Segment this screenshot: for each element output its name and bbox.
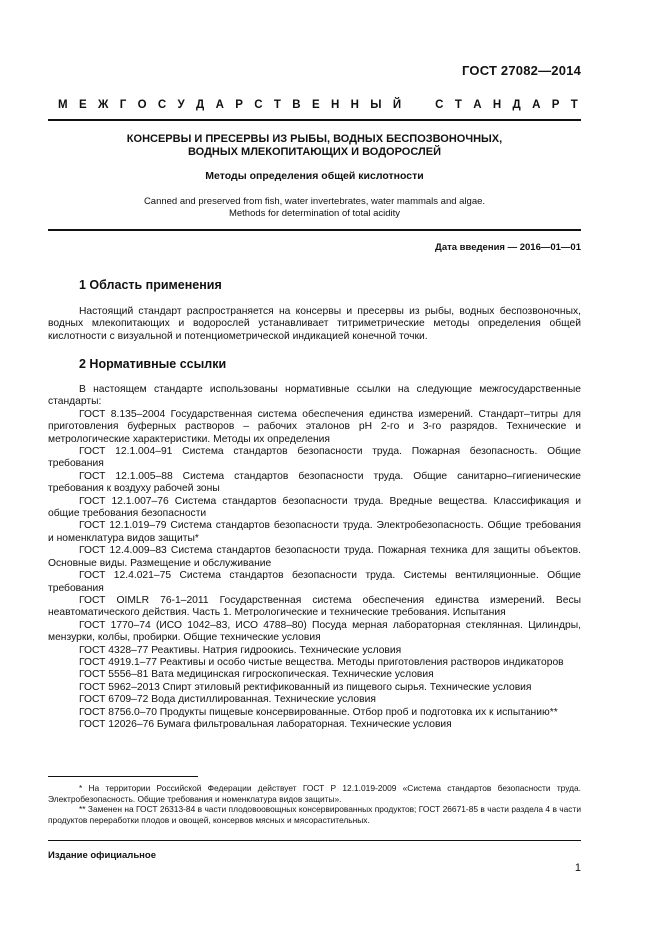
banner-letter: А bbox=[473, 99, 482, 111]
normative-references-list bbox=[48, 384, 581, 731]
banner-letter: Н bbox=[330, 99, 340, 111]
section-1-heading: 1 Область применения bbox=[79, 278, 222, 292]
banner-letter: Р bbox=[235, 99, 243, 111]
page-number: 1 bbox=[574, 862, 581, 874]
banner-letter: Г bbox=[119, 99, 127, 111]
footnote-separator bbox=[48, 776, 198, 777]
banner-letter: Й bbox=[392, 99, 402, 111]
banner-letter: А bbox=[215, 99, 224, 111]
reference-item: ГОСТ 12.1.005–88 Система стандартов безопасности труда. Общие санитарно–гигиенические требования к воздуху рабочей зоны bbox=[48, 470, 581, 495]
banner-letter: Ы bbox=[370, 99, 382, 111]
document-subtitle: Методы определения общей кислотности bbox=[205, 170, 424, 182]
official-edition-label: Издание официальное bbox=[48, 850, 156, 861]
reference-item: ГОСТ 12.1.004–91 Система стандартов безопасности труда. Пожарная безопасность. Общие требования bbox=[48, 446, 581, 470]
reference-item: ГОСТ 8.135–2004 Государственная система обеспечения единства измерений. Стандарт–титры для приготовления буферных растворов – рабочих эталонов pH 2-го и 3-го разрядов. Технические и метрологические характеристики. Методы их определения bbox=[48, 408, 581, 445]
reference-item: ГОСТ 12.4.009–83 Система стандартов безопасности труда. Пожарная техника для защиты объектов. Основные виды. Размещение и обслуживание bbox=[48, 545, 581, 569]
banner-letter: Н bbox=[492, 99, 502, 111]
banner-letter: С bbox=[254, 99, 263, 111]
reference-item: В настоящем стандарте использованы нормативные ссылки на следующие межгосударственные стандарты: bbox=[48, 384, 581, 408]
english-title bbox=[48, 196, 581, 220]
section-2-heading: 2 Нормативные ссылки bbox=[79, 357, 227, 371]
reference-item: ГОСТ OIMLR 76-1–2011 Государственная система обеспечения единства измерений. Весы неавтоматического действия. Часть 1. Метрологические и технические требования. Испытания bbox=[48, 594, 581, 619]
banner-letter: Е bbox=[78, 99, 87, 111]
reference-item: ГОСТ 5962–2013 Спирт этиловый ректификованный из пищевого сырья. Технические условия bbox=[79, 681, 532, 693]
footnote-2: ** Заменен на ГОСТ 26313-84 в части плодовоовощных консервированных продуктов; ГОСТ 26671-85 в части раздела 4 в части продуктов переработки плодов и овощей, консервов мясных и мясорастительных. bbox=[48, 804, 581, 825]
banner-letter: Т bbox=[273, 99, 281, 111]
title-line-2: ВОДНЫХ МЛЕКОПИТАЮЩИХ И ВОДОРОСЛЕЙ bbox=[188, 146, 441, 158]
title-bottom-rule bbox=[48, 229, 581, 231]
banner-letter: С bbox=[435, 99, 444, 111]
english-title-line-2: Methods for determination of total acidity bbox=[228, 208, 401, 219]
banner-letter: Ж bbox=[97, 99, 109, 111]
banner-letter: С bbox=[157, 99, 167, 111]
reference-item: ГОСТ 4328–77 Реактивы. Натрия гидроокись. Технические условия bbox=[79, 644, 402, 656]
banner-letter: М bbox=[58, 99, 68, 111]
reference-item: ГОСТ 12026–76 Бумага фильтровальная лабораторная. Технические условия bbox=[79, 718, 452, 730]
footer-rule bbox=[48, 840, 581, 841]
banner-letter: Е bbox=[311, 99, 320, 111]
banner-letter: Н bbox=[350, 99, 359, 111]
document-title bbox=[48, 133, 581, 159]
footnotes bbox=[48, 783, 581, 825]
banner-letter: В bbox=[292, 99, 301, 111]
banner-letter: А bbox=[532, 99, 541, 111]
reference-item: ГОСТ 12.1.019–79 Система стандартов безопасности труда. Электробезопасность. Общие требования и номенклатура видов защиты* bbox=[48, 520, 581, 544]
reference-item: ГОСТ 1770–74 (ИСО 1042–83, ИСО 4788–80) Посуда мерная лабораторная стеклянная. Цилиндры, мензурки, колбы, пробирки. Общие технические условия bbox=[48, 619, 581, 644]
banner-letter: Р bbox=[551, 99, 560, 111]
standard-number: ГОСТ 27082—2014 bbox=[462, 63, 581, 78]
banner-letter: Д bbox=[196, 99, 205, 111]
reference-item: ГОСТ 5556–81 Вата медицинская гигроскопическая. Технические условия bbox=[79, 669, 434, 681]
reference-item: ГОСТ 12.1.007–76 Система стандартов безопасности труда. Вредные вещества. Классификация и общие требования безопасности bbox=[48, 495, 581, 520]
top-rule bbox=[48, 119, 581, 121]
english-title-line-1: Canned and preserved from fish, water invertebrates, water mammals and algae. bbox=[143, 196, 486, 207]
banner-letter: О bbox=[137, 99, 147, 111]
reference-item: ГОСТ 6709–72 Вода дистиллированная. Технические условия bbox=[79, 694, 376, 706]
reference-item: ГОСТ 4919.1–77 Реактивы и особо чистые вещества. Методы приготовления растворов индикаторов bbox=[79, 656, 564, 668]
reference-item: ГОСТ 12.4.021–75 Система стандартов безопасности труда. Системы вентиляционные. Общие требования bbox=[48, 570, 581, 594]
introduction-date: Дата введения — 2016—01—01 bbox=[435, 242, 581, 253]
banner-letter: Д bbox=[512, 99, 521, 111]
banner-letter: Т bbox=[570, 99, 578, 111]
footnote-1: * На территории Российской Федерации действует ГОСТ Р 12.1.019-2009 «Система стандартов безопасности труда. Электробезопасность. Общие требования и номенклатура видов защиты». bbox=[48, 783, 581, 804]
interstate-standard-banner bbox=[58, 99, 578, 111]
banner-letter: Т bbox=[454, 99, 462, 111]
title-line-1: КОНСЕРВЫ И ПРЕСЕРВЫ ИЗ РЫБЫ, ВОДНЫХ БЕСПОЗВОНОЧНЫХ, bbox=[126, 133, 503, 145]
banner-letter: У bbox=[177, 99, 185, 111]
section-1-text: Настоящий стандарт распространяется на консервы и пресервы из рыбы, водных беспозвоночных, водных млекопитающих и водорослей устанавливает титриметрические методы определения общей кислотности с визуальной и потенциометрической индикацией конечной точки. bbox=[48, 306, 581, 342]
reference-item: ГОСТ 8756.0–70 Продукты пищевые консервированные. Отбор проб и подготовка их к испытанию** bbox=[79, 706, 558, 718]
